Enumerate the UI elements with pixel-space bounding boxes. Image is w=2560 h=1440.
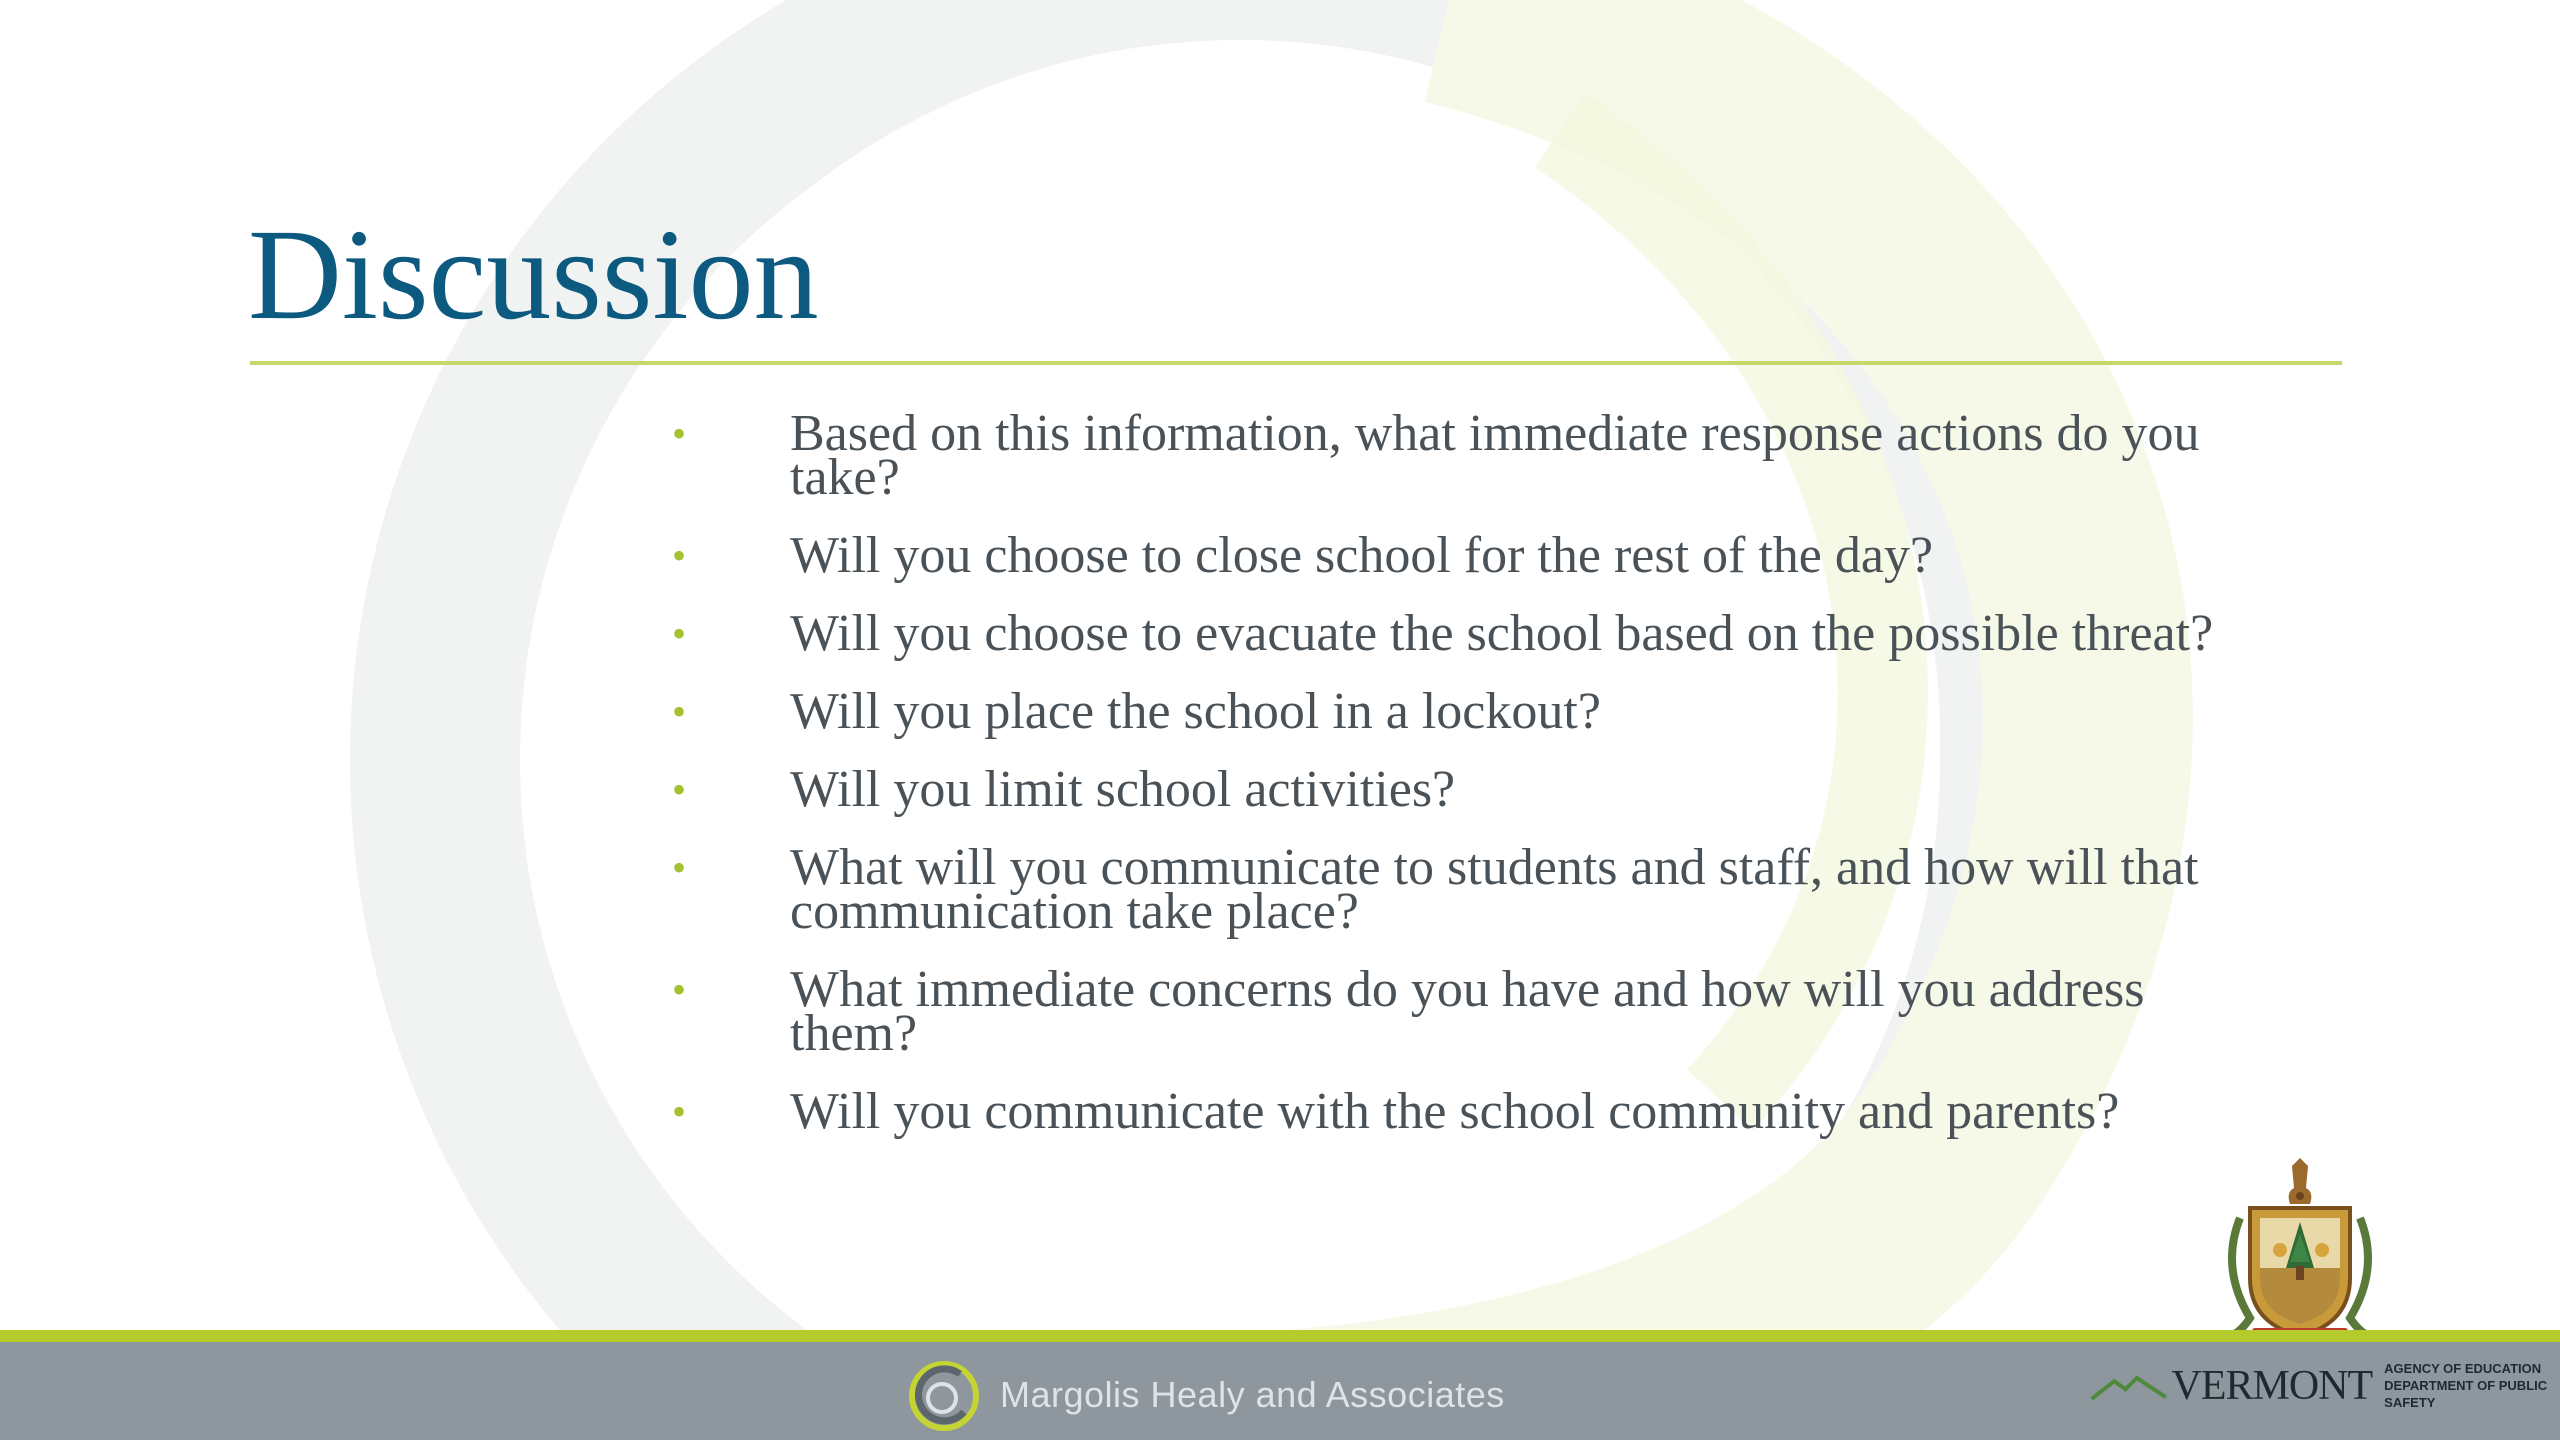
state-name: VERMONT <box>2171 1362 2373 1409</box>
agency-public-safety: DEPARTMENT OF PUBLIC SAFETY <box>2384 1378 2548 1410</box>
bullet-text: Will you communicate with the school community and parents? <box>790 1083 2120 1140</box>
bullet-text: Will you choose to evacuate the school based on the possible threat? <box>790 605 2214 662</box>
company-name: Margolis Healy and Associates <box>1000 1374 1505 1415</box>
mountain-icon <box>2090 1366 2167 1406</box>
bullet-icon: • <box>672 411 687 456</box>
bullet-icon: • <box>672 611 687 656</box>
vermont-logo <box>2090 1360 2560 1411</box>
bullet-icon: • <box>672 967 687 1012</box>
bullet-text: Will you place the school in a lockout? <box>790 683 1601 740</box>
discussion-questions-list <box>660 405 2260 1168</box>
bullet-icon: • <box>672 533 687 578</box>
bullet-text: What immediate concerns do you have and how will you address them? <box>790 961 2145 1062</box>
company-logo <box>900 1350 1505 1440</box>
list-item <box>660 605 2260 662</box>
bullet-icon: • <box>672 1089 687 1134</box>
bullet-icon: • <box>672 845 687 890</box>
bullet-text: Will you choose to close school for the rest of the day? <box>790 527 1934 584</box>
agency-names <box>2384 1360 2560 1411</box>
list-item <box>660 527 2260 584</box>
bullet-text: Will you limit school activities? <box>790 761 1456 818</box>
list-item <box>660 1083 2260 1140</box>
list-item <box>660 405 2260 506</box>
list-item <box>660 839 2260 940</box>
list-item <box>660 761 2260 818</box>
slide-title: Discussion <box>248 203 819 347</box>
list-item <box>660 961 2260 1062</box>
swirl-logo-icon <box>900 1350 990 1440</box>
list-item <box>660 683 2260 740</box>
bullet-text: What will you communicate to students and staff, and how will that communication take place? <box>790 839 2199 940</box>
title-divider <box>250 361 2342 365</box>
agency-education: AGENCY OF EDUCATION <box>2384 1361 2542 1376</box>
bullet-text: Based on this information, what immediate response actions do you take? <box>790 405 2200 506</box>
bullet-icon: • <box>672 767 687 812</box>
footer-accent-stripe <box>0 1330 2560 1342</box>
bullet-icon: • <box>672 689 687 734</box>
vermont-state-seal-icon <box>2210 1158 2390 1348</box>
